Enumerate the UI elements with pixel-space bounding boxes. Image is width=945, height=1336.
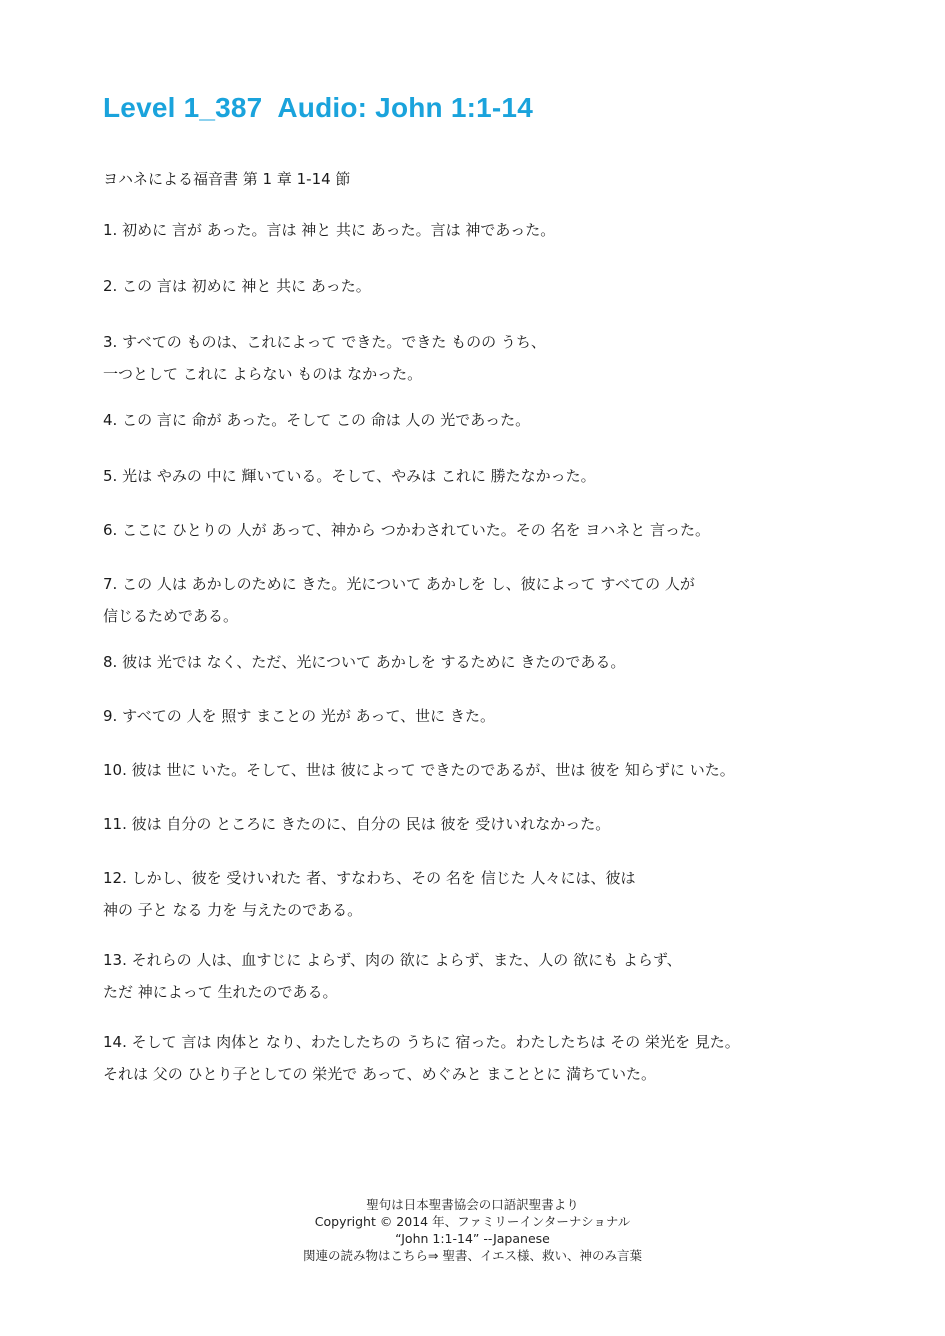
verse-line: 3. すべての ものは、これによって できた。できた ものの うち、 — [103, 333, 546, 351]
verse-line: 1. 初めに 言が あった。言は 神と 共に あった。言は 神であった。 — [103, 221, 556, 239]
footer-copyright: Copyright © 2014 年、ファミリーインターナショナル — [314, 1214, 631, 1229]
verse-line: 7. この 人は あかしのために きた。光について あかしを し、彼によって すべての 人が — [103, 575, 695, 593]
verse-4 — [103, 404, 843, 436]
verse-14 — [103, 1026, 843, 1090]
chapter-heading: ヨハネによる福音書 第 1 章 1-14 節 — [103, 170, 351, 188]
verse-11 — [103, 808, 843, 840]
verse-line: 10. 彼は 世に いた。そして、世は 彼によって できたのであるが、世は 彼を 知らずに いた。 — [103, 761, 735, 779]
verse-12 — [103, 862, 843, 926]
footer-source: 聖句は日本聖書協会の口語訳聖書より — [366, 1197, 579, 1212]
verse-line: ただ 神によって 生れたのである。 — [103, 983, 338, 1001]
verse-line: 11. 彼は 自分の ところに きたのに、自分の 民は 彼を 受けいれなかった。 — [103, 815, 611, 833]
verse-13 — [103, 944, 843, 1008]
verse-line: 9. すべての 人を 照す まことの 光が あって、世に きた。 — [103, 707, 495, 725]
footer-reference: “John 1:1-14” --Japanese — [395, 1231, 550, 1246]
verse-line: 4. この 言に 命が あった。そして この 命は 人の 光であった。 — [103, 411, 531, 429]
verse-9 — [103, 700, 843, 732]
footer-related-link[interactable]: 関連の読み物はこちら⇒ 聖書、イエス様、救い、神のみ言葉 — [303, 1248, 642, 1263]
verse-10 — [103, 754, 843, 786]
verse-6 — [103, 514, 843, 546]
verse-5 — [103, 460, 843, 492]
verse-line: 12. しかし、彼を 受けいれた 者、すなわち、その 名を 信じた 人々には、彼は — [103, 869, 636, 887]
footer — [0, 1196, 945, 1264]
verse-line: 2. この 言は 初めに 神と 共に あった。 — [103, 277, 371, 295]
verse-line: 一つとして これに よらない ものは なかった。 — [103, 365, 423, 383]
verse-2 — [103, 270, 843, 302]
verse-line: それは 父の ひとり子としての 栄光で あって、めぐみと まこととに 満ちていた。 — [103, 1065, 657, 1083]
verse-8 — [103, 646, 843, 678]
verse-7 — [103, 568, 843, 632]
verse-1 — [103, 214, 843, 246]
verse-line: 神の 子と なる 力を 与えたのである。 — [103, 901, 363, 919]
page-title: Level 1_387 Audio: John 1:1-14 — [103, 92, 533, 123]
verse-line: 14. そして 言は 肉体と なり、わたしたちの うちに 宿った。わたしたちは その 栄光を 見た。 — [103, 1033, 740, 1051]
verse-line: 5. 光は やみの 中に 輝いている。そして、やみは これに 勝たなかった。 — [103, 467, 596, 485]
verse-3 — [103, 326, 843, 390]
verse-line: 6. ここに ひとりの 人が あって、神から つかわされていた。その 名を ヨハネと 言った。 — [103, 521, 711, 539]
verse-line: 8. 彼は 光では なく、ただ、光について あかしを するために きたのである。 — [103, 653, 626, 671]
verse-line: 13. それらの 人は、血すじに よらず、肉の 欲に よらず、また、人の 欲にも よらず、 — [103, 951, 682, 969]
verse-line: 信じるためである。 — [103, 607, 239, 625]
